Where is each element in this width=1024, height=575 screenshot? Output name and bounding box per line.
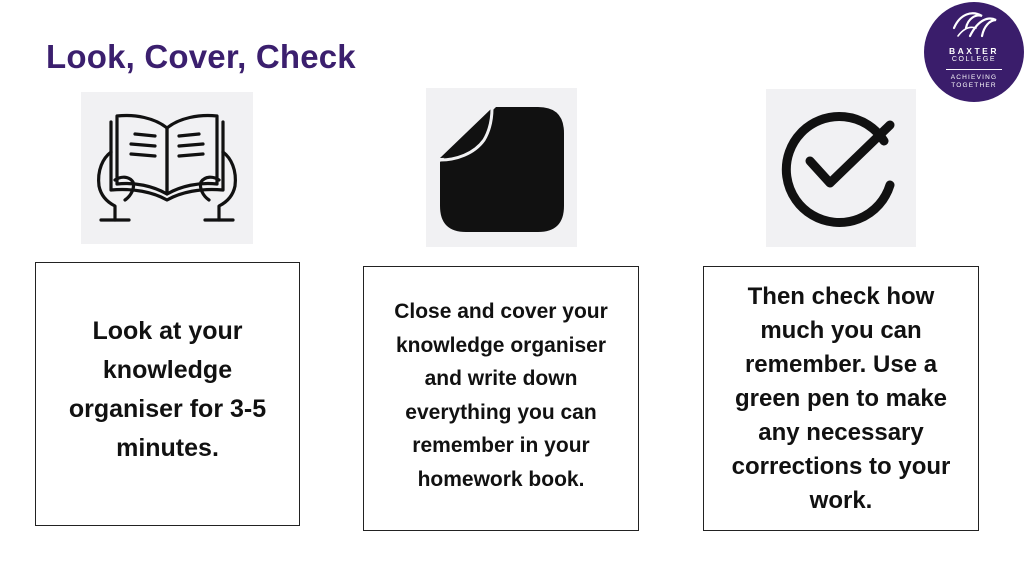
step-check-text: Then check how much you can remember. Use a green pen to make any necessary corrections to your work. (731, 282, 951, 514)
check-icon-panel (766, 89, 916, 247)
step-check-card (703, 266, 979, 531)
step-cover-text: Close and cover your knowledge organiser and write down everything you can remember in your homework book. (394, 300, 608, 491)
logo-swoosh-icon (948, 6, 1000, 46)
step-look-card (35, 262, 300, 526)
step-cover-card (363, 266, 639, 531)
cover-icon-panel (426, 88, 577, 247)
look-icon-panel (81, 92, 253, 244)
logo-divider (946, 69, 1002, 70)
logo-tagline-line2: TOGETHER (951, 82, 997, 89)
check-circle-icon (766, 89, 916, 247)
covered-page-icon (426, 88, 577, 247)
college-logo (924, 2, 1024, 102)
logo-name-line2: COLLEGE (951, 56, 997, 63)
logo-tagline-line1: ACHIEVING (950, 74, 998, 81)
page-title: Look, Cover, Check (46, 38, 356, 75)
open-book-hands-icon (81, 92, 253, 244)
step-look-text: Look at your knowledge organiser for 3-5 minutes. (68, 317, 267, 462)
logo-name-line1: BAXTER (949, 46, 999, 56)
